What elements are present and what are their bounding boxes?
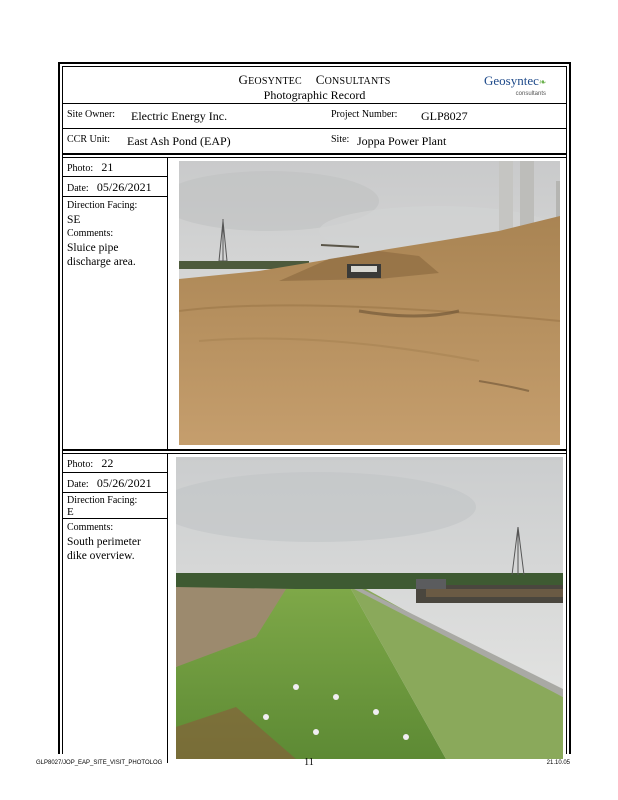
comments-text-line-2: dike overview.: [67, 550, 135, 562]
ccr-unit-value: East Ash Pond (EAP): [127, 134, 231, 148]
photo-log-frame: [58, 62, 571, 754]
logo-wordmark: Geosyntec: [484, 73, 539, 88]
document-subtitle: Photographic Record: [263, 88, 366, 102]
company-initial-g: G: [238, 72, 249, 87]
photo-number: 21: [101, 160, 114, 174]
direction-field: [63, 493, 167, 519]
date-field: [63, 177, 167, 197]
ccr-unit-row: [63, 129, 566, 154]
page-number: 11: [304, 757, 314, 768]
footer-document-id: GLP8027/JOP_EAP_SITE_VISIT_PHOTOLOG: [36, 760, 163, 766]
photo-number-field: [63, 157, 167, 177]
photo-label: Photo:: [67, 459, 94, 470]
site-label: Site:: [331, 134, 350, 145]
date-label: Date:: [67, 183, 89, 194]
date-value: 05/26/2021: [96, 476, 152, 490]
site-owner-row: [63, 104, 566, 129]
company-word-2: ONSULTANTS: [324, 76, 391, 87]
company-word-1: EOSYNTEC: [248, 76, 302, 87]
logo-subtext: consultants: [515, 91, 546, 97]
photo-label: Photo:: [67, 163, 94, 174]
photo-info-panel: [63, 157, 168, 449]
photo-entry-22: [63, 453, 566, 763]
comments-text-line-1: South perimeter: [67, 536, 141, 548]
date-label: Date:: [67, 479, 89, 490]
project-number-value: GLP8027: [421, 109, 468, 123]
photo-log-table: [62, 66, 567, 754]
site-owner-label: Site Owner:: [67, 109, 116, 120]
company-initial-c: C: [315, 72, 325, 87]
geosyntec-logo: [484, 72, 560, 98]
direction-value: SE: [67, 214, 81, 226]
ccr-unit-label: CCR Unit:: [67, 134, 111, 145]
photo-info-panel: [63, 453, 168, 763]
comments-field: [63, 519, 167, 565]
footer-version: 21.10.05: [546, 760, 570, 766]
photo-number-field: [63, 453, 167, 473]
project-number-label: Project Number:: [331, 109, 398, 120]
direction-label: Direction Facing:: [67, 495, 138, 506]
leaf-icon: ❧: [538, 77, 547, 87]
comments-label: Comments:: [67, 228, 114, 239]
comments-text-line-1: Sluice pipe: [67, 242, 119, 254]
site-value: Joppa Power Plant: [357, 134, 447, 148]
comments-text-line-2: discharge area.: [67, 256, 136, 268]
site-photo-22: [176, 457, 563, 759]
direction-value: E: [67, 506, 74, 518]
site-owner-value: Electric Energy Inc.: [131, 109, 228, 123]
direction-label: Direction Facing:: [67, 200, 138, 211]
comments-label: Comments:: [67, 522, 114, 533]
date-value: 05/26/2021: [96, 180, 152, 194]
details-field: [63, 197, 167, 271]
date-field: [63, 473, 167, 493]
photo-number: 22: [101, 456, 114, 470]
photo-entry-21: [63, 157, 566, 450]
site-photo-21: [179, 161, 560, 445]
document-header: [63, 67, 566, 104]
